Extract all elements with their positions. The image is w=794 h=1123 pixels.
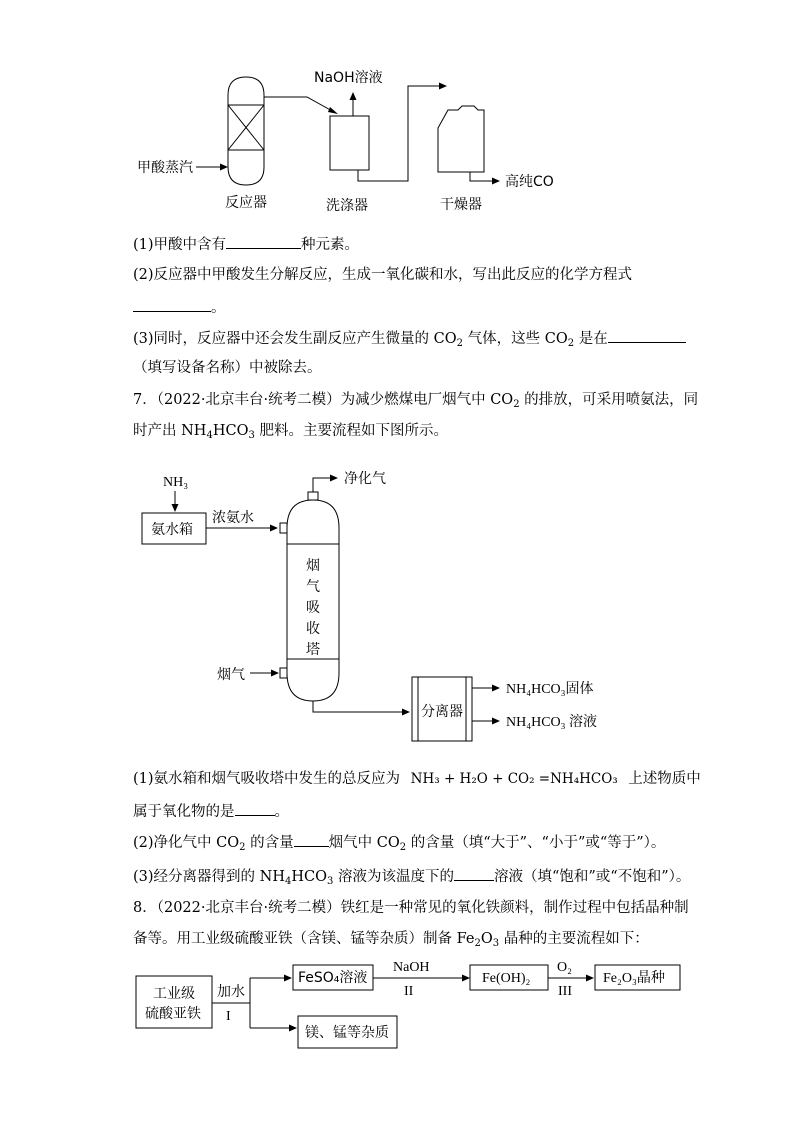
reactor-label: 反应器 [225, 195, 267, 211]
q7-1-text-c: 属于氧化物的是 [133, 804, 235, 820]
p8-intro-sub1: 2 [474, 938, 481, 949]
q7-2-text-d: 的含量（填“大于”、“小于”或“等于”）。 [406, 835, 666, 851]
flue-gas-absorption-tower [280, 492, 339, 701]
q7-2-text-c: 烟气中 CO [328, 835, 400, 851]
fe2o3-label: Fe₂O₃晶种 [603, 971, 665, 986]
washer-label: 洗涤器 [326, 198, 368, 214]
q7-3-blank[interactable] [454, 866, 494, 881]
solid-product-arrow [472, 685, 500, 692]
q6-3-sub1: 2 [456, 338, 464, 349]
p8-intro-a: 8．（2022·北京丰台·统考二模）铁红是一种常见的氧化铁颜料，制作过程中包括晶种制 [133, 900, 689, 916]
q6-part1 [133, 234, 359, 255]
tower-char-3: 吸 [306, 600, 320, 616]
formic-vapor-label: 甲酸蒸汽 [137, 160, 193, 176]
q6-3-sub2: 2 [567, 338, 575, 349]
q7-part1-cont [133, 801, 289, 822]
feoh2-to-fe2o3-arrow [548, 975, 594, 982]
reactor-vessel [228, 77, 264, 185]
naoh-solution-label: NaOH溶液 [314, 70, 383, 86]
feso4-label: FeSO₄溶液 [298, 970, 368, 986]
washer-vessel [330, 116, 369, 170]
feso4-to-feoh2-arrow [373, 975, 470, 982]
tower-char-4: 收 [306, 621, 320, 637]
high-purity-co-label: 高纯CO [505, 174, 554, 190]
problem-7-intro-line2 [133, 421, 448, 441]
q7-2-blank[interactable] [294, 832, 329, 847]
solution-product-arrow [472, 718, 500, 725]
q7-3-text-c: 溶液为该温度下的 [333, 869, 454, 885]
q7-2-sub2: 2 [399, 842, 407, 853]
add-water-label: 加水 [217, 984, 245, 1000]
q6-part2-answer [133, 297, 226, 318]
q7-3-text-b: HCO [291, 869, 327, 885]
q6-2-text-a: (2)反应器中甲酸发生分解反应，生成一氧化碳和水，写出此反应的化学方程式 [133, 267, 633, 283]
q7-1-blank[interactable] [235, 801, 275, 816]
impurities-label: 镁、锰等杂质 [305, 1025, 389, 1041]
dryer-label: 干燥器 [440, 197, 482, 213]
q7-part2 [133, 832, 665, 853]
p7-intro-sub2: 4 [206, 430, 213, 441]
p7-intro-sub: 2 [513, 399, 520, 410]
raw-material-line2: 硫酸亚铁 [145, 1006, 201, 1022]
q7-2-text-b: 的含量 [245, 835, 294, 851]
q7-3-text-a: (3)经分离器得到的 NH [133, 869, 285, 885]
p7-intro-sub3: 3 [248, 430, 255, 441]
p7-intro-c: 时产出 NH [133, 423, 207, 439]
tower-char-5: 塔 [306, 642, 320, 658]
problem-8-intro-line2 [133, 929, 649, 949]
naoh-reagent-label: NaOH [393, 960, 430, 975]
p8-intro-c: O [480, 931, 493, 947]
formic-vapor-inlet-arrow [196, 164, 228, 171]
flue-gas-label: 烟气 [217, 667, 245, 683]
q6-2-blank[interactable] [133, 297, 211, 312]
q6-1-text-b: 种元素。 [301, 237, 360, 253]
washer-to-dryer-pipe [358, 83, 447, 182]
q6-part3-cont [133, 358, 322, 378]
q7-1-text-b: 上述物质中 [628, 771, 701, 787]
naoh-arrow [350, 92, 357, 116]
co-outlet-arrow [470, 172, 500, 185]
tower-char-2: 气 [306, 579, 320, 595]
purified-gas-arrow [313, 475, 338, 493]
p8-intro-d: 晶种的主要流程如下： [499, 931, 649, 947]
q6-3-text-a: (3)同时，反应器中还会发生副反应产生微量的 CO [133, 331, 457, 347]
tower-to-separator-pipe [313, 701, 410, 716]
step-3-label: III [558, 984, 572, 999]
p7-intro-a: 7．（2022·北京丰台·统考二模）为减少燃煤电厂烟气中 CO [133, 392, 514, 408]
o2-label: O₂ [557, 960, 572, 975]
q6-part2 [133, 265, 632, 285]
q7-1-equation: NH₃ + H₂O + CO₂ =NH₄HCO₃ [410, 771, 618, 787]
p7-intro-b: 的排放，可采用喷氨法，同 [519, 392, 699, 408]
q7-3-text-d: 溶液（填“饱和”或“不饱和”）。 [493, 869, 691, 885]
q7-part3 [133, 866, 690, 887]
p8-intro-sub2: 3 [492, 938, 500, 949]
problem-7-intro-line1 [133, 390, 698, 410]
separator-label: 分离器 [421, 704, 463, 720]
nh3-label: NH₃ [163, 475, 189, 490]
reactor-to-washer-pipe [264, 97, 338, 114]
q6-3-text-c: 是在 [574, 331, 608, 347]
problem-8-intro-line1 [133, 898, 689, 918]
q7-1-text-a: (1)氨水箱和烟气吸收塔中发生的总反应为 [133, 771, 401, 787]
q6-1-text-a: (1)甲酸中含有 [133, 237, 227, 253]
q6-3-text-b: 气体，这些 CO [463, 331, 568, 347]
q6-3-blank[interactable] [608, 328, 686, 343]
q6-2-text-b: 。 [211, 300, 226, 316]
q7-1-text-d: 。 [274, 804, 289, 820]
conc-ammonia-label: 浓氨水 [212, 510, 254, 526]
ammonia-tank-label: 氨水箱 [151, 522, 193, 538]
tower-char-1: 烟 [306, 558, 320, 574]
q7-2-sub1: 2 [239, 842, 246, 853]
flue-gas-arrow [250, 670, 279, 677]
p7-intro-d: HCO [212, 423, 249, 439]
p7-intro-e: 肥料。主要流程如下图所示。 [254, 423, 448, 439]
feoh2-label: Fe(OH)₂ [482, 971, 531, 986]
purified-gas-label: 净化气 [344, 471, 386, 487]
q7-part1 [133, 769, 701, 789]
q7-3-sub2: 3 [327, 876, 334, 887]
nh3-arrow [172, 491, 179, 512]
nh4hco3-solid-label: NH₄HCO₃固体 [506, 682, 594, 697]
q6-part3 [133, 328, 686, 349]
step-1-label: I [226, 1009, 231, 1024]
p8-intro-b: 备等。用工业级硫酸亚铁（含镁、锰等杂质）制备 Fe [133, 931, 475, 947]
step-2-label: II [404, 984, 414, 999]
q6-1-blank[interactable] [226, 234, 301, 249]
q7-2-text-a: (2)净化气中 CO [133, 835, 240, 851]
dryer-vessel [438, 106, 484, 172]
nh4hco3-solution-label: NH₄HCO₃ 溶液 [506, 715, 598, 730]
q6-3-text-d: （填写设备名称）中被除去。 [133, 360, 322, 376]
raw-material-line1: 工业级 [153, 986, 195, 1002]
q7-3-sub1: 4 [284, 876, 292, 887]
